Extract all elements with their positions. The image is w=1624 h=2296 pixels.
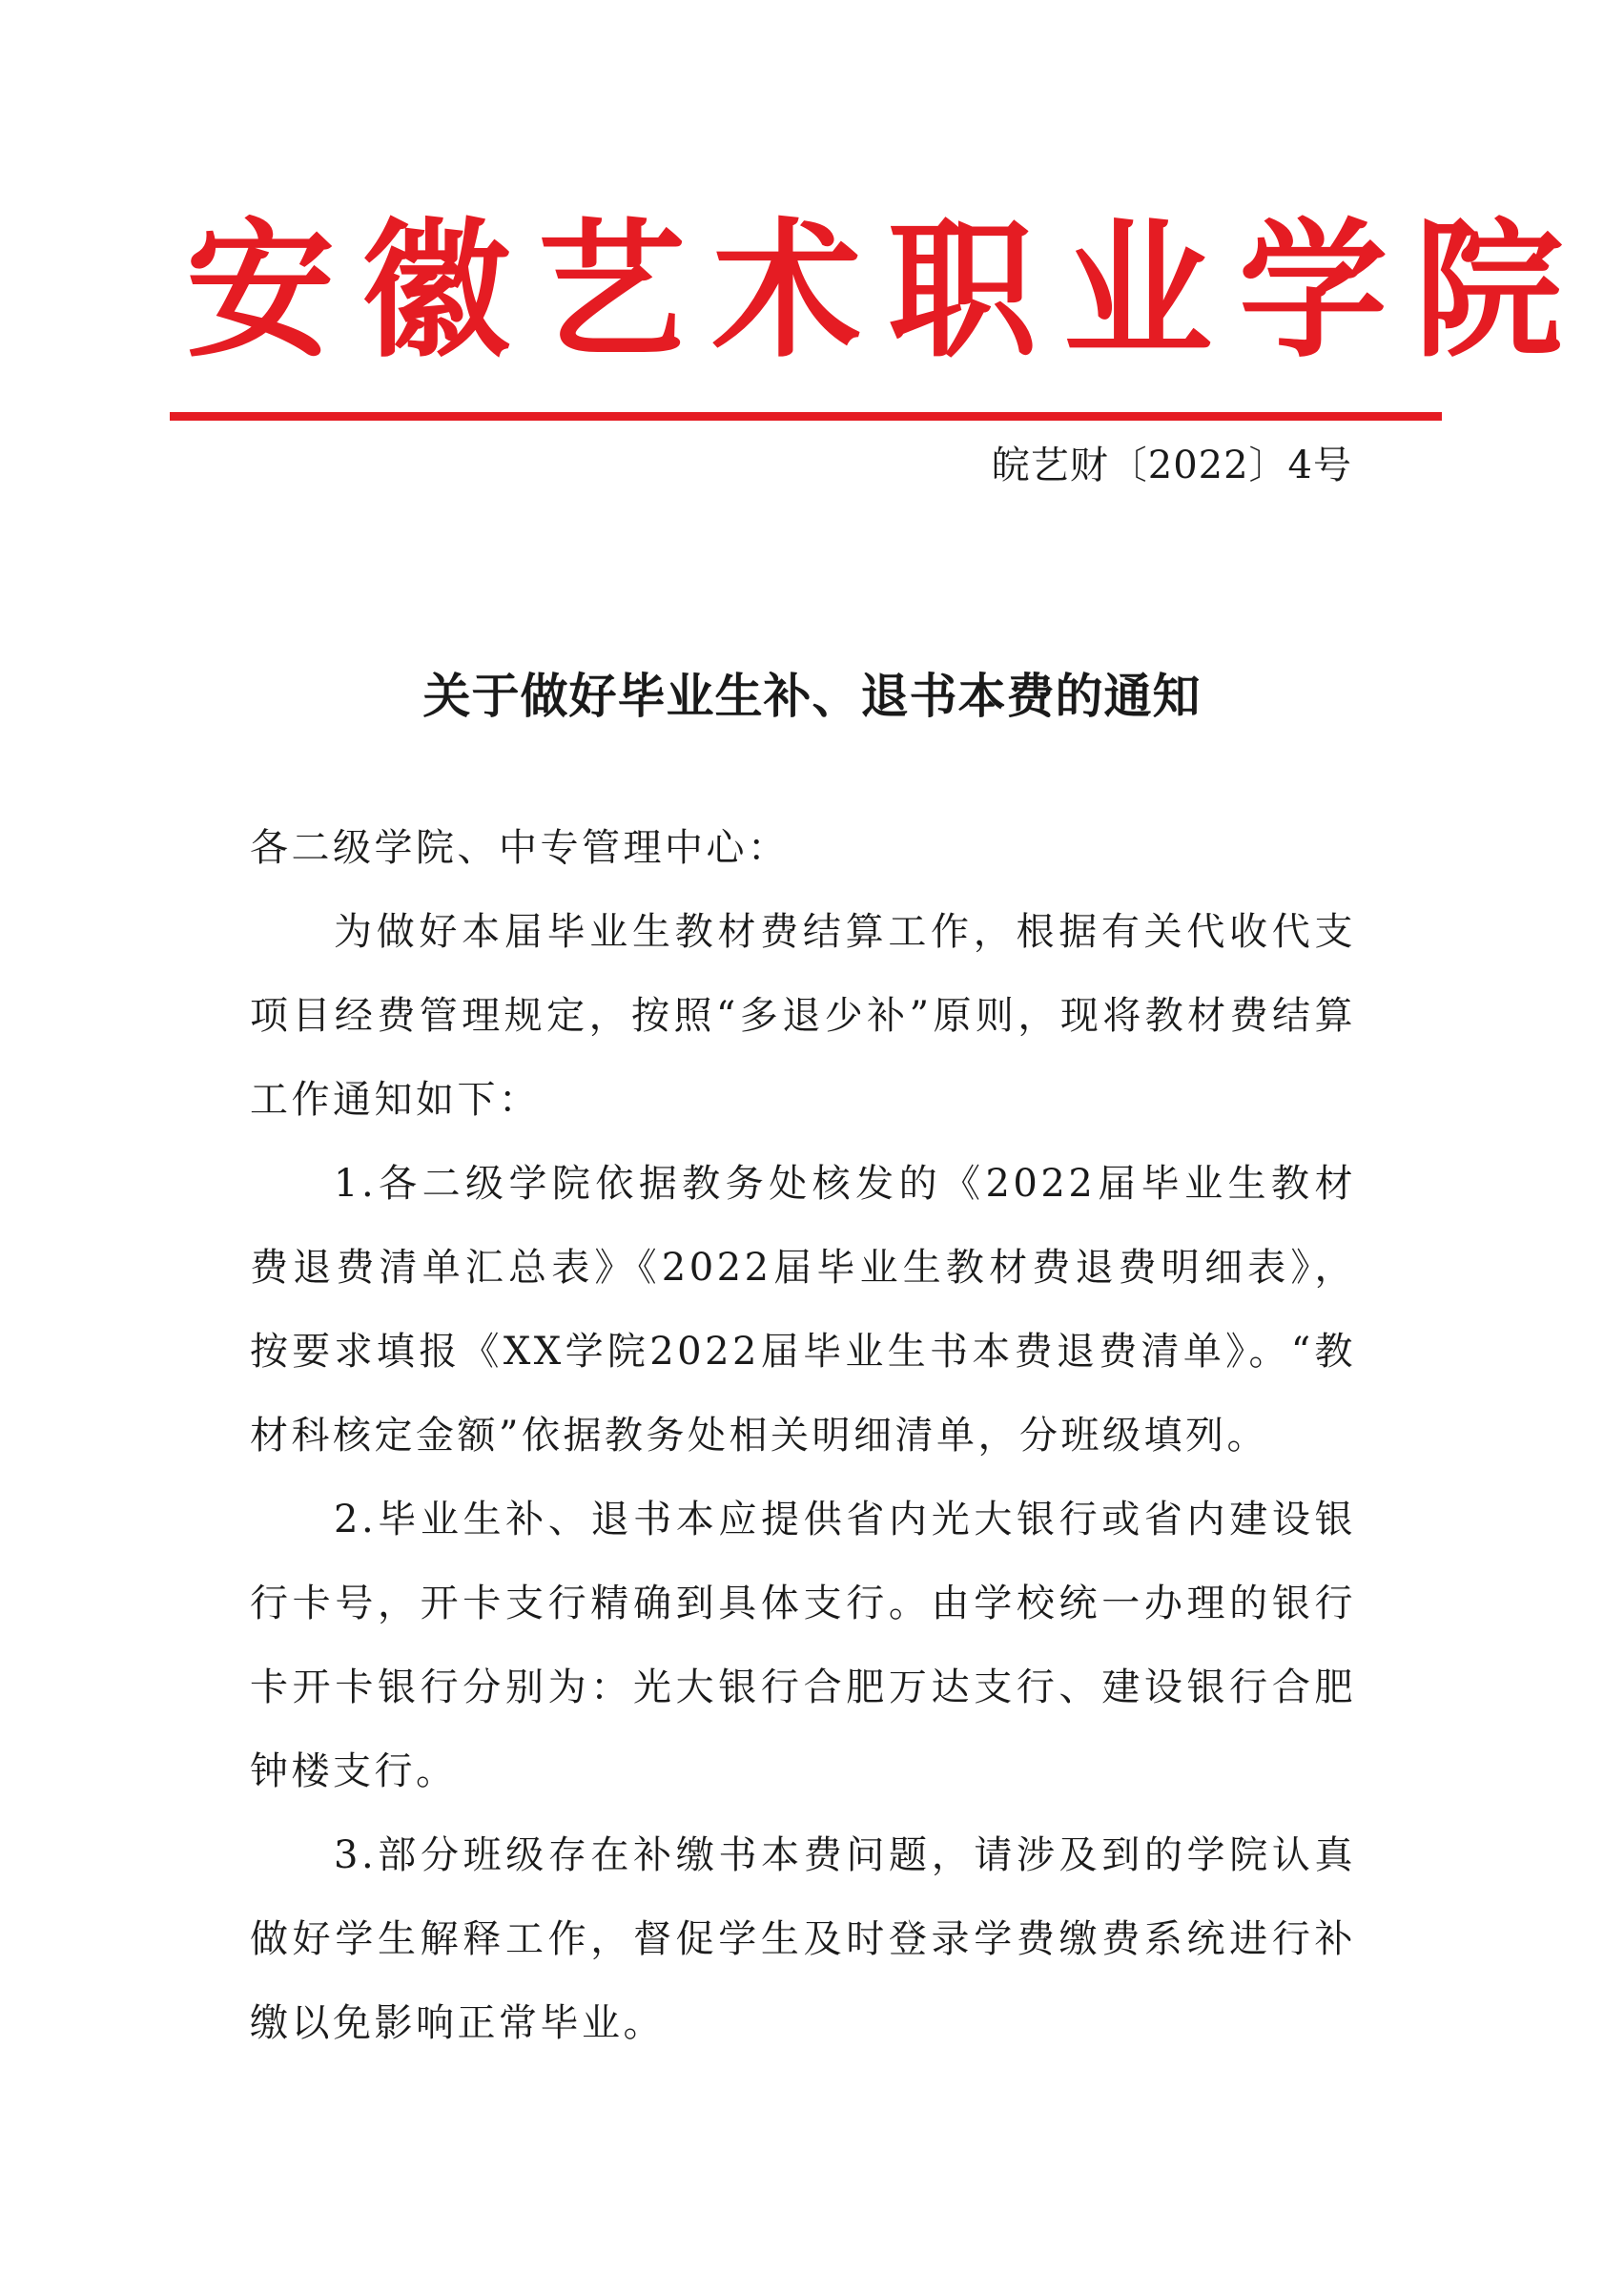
notice-title: 关于做好毕业生补、退书本费的通知: [422, 669, 1202, 724]
paragraph-item-3: 3.部分班级存在补缴书本费问题，请涉及到的学院认真做好学生解释工作，督促学生及时登录学费缴费系统进行补缴以免影响正常毕业。: [250, 1833, 1356, 2045]
paragraph-item-2: 2.毕业生补、退书本应提供省内光大银行或省内建设银行卡号，开卡支行精确到具体支行。由学校统一办理的银行卡开卡银行分别为：光大银行合肥万达支行、建设银行合肥钟楼支行。: [250, 1498, 1356, 1793]
paragraph-intro: 为做好本届毕业生教材费结算工作，根据有关代收代支项目经费管理规定，按照“多退少补”原则，现将教材费结算工作通知如下：: [250, 910, 1356, 1122]
institution-masthead: 安徽艺术职业学院: [186, 203, 1590, 378]
salutation: 各二级学院、中专管理中心：: [250, 826, 790, 870]
red-divider-line: [170, 412, 1442, 421]
document-number: 皖艺财〔2022〕4号: [991, 444, 1352, 487]
paragraph-item-1: 1.各二级学院依据教务处核发的《2022届毕业生教材费退费清单汇总表》《2022届毕业生教材费退费明细表》，按要求填报《XX学院2022届毕业生书本费退费清单》。“教材科核定金额”依据教务处相关明细清单，分班级填列。: [250, 1162, 1356, 1458]
notice-body: [250, 806, 1356, 2065]
